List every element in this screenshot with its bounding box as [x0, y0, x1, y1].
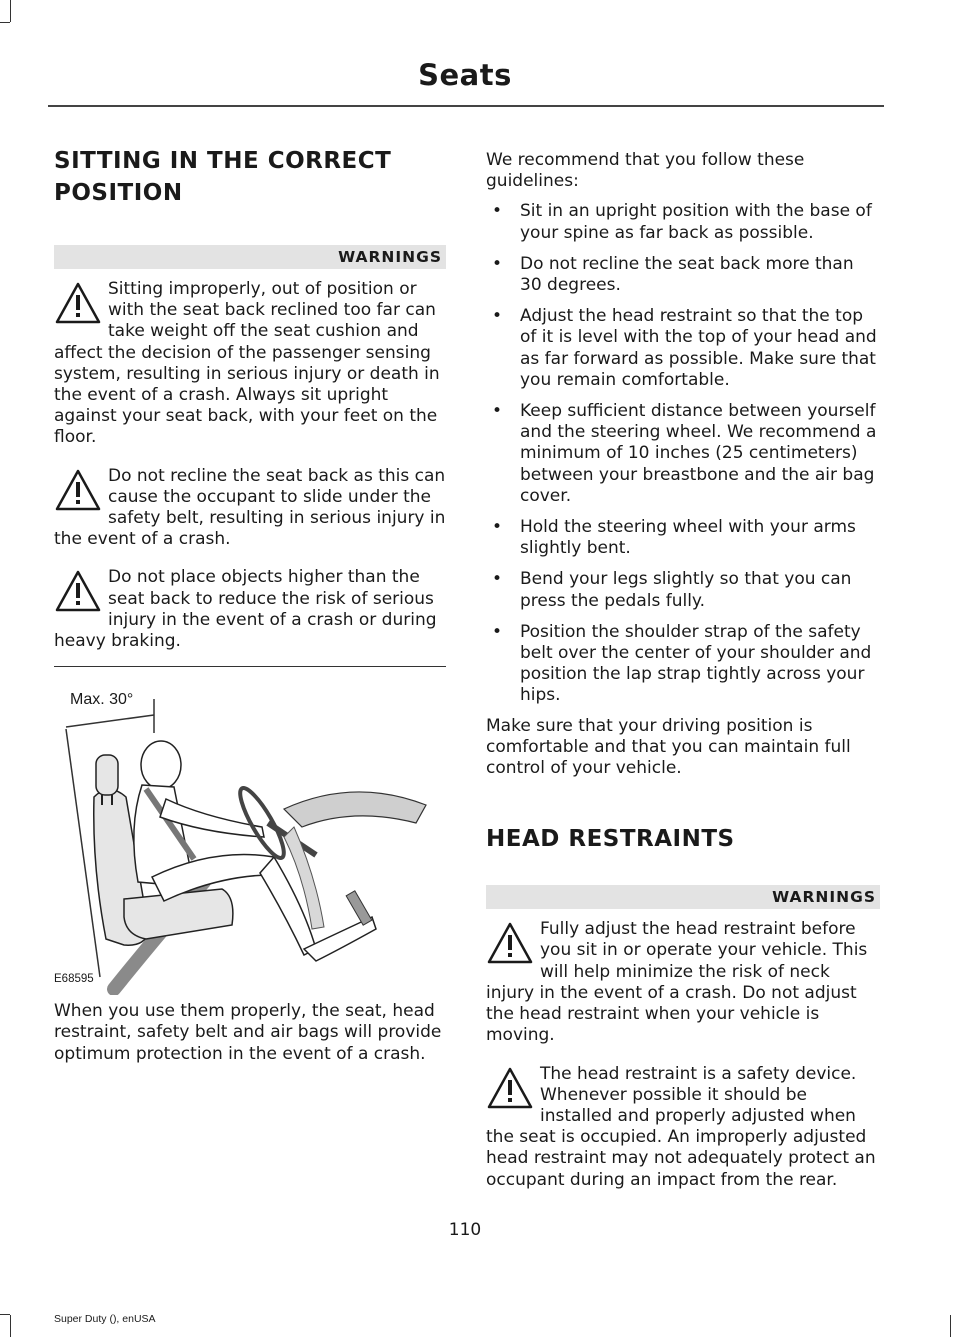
warnings-bar: WARNINGS — [54, 245, 446, 269]
guidelines-intro: We recommend that you follow these guidelines: — [486, 150, 805, 192]
warning-item: Do not recline the seat back as this can cause the occupant to slide under the safety belt, resulting in serious injury in the event of a crash. — [54, 465, 446, 550]
warning-triangle-icon — [486, 921, 534, 965]
warning-triangle-icon — [486, 1066, 534, 1110]
warnings-bar: WARNINGS — [486, 885, 880, 909]
footer-text: Super Duty (), enUSA — [54, 1313, 156, 1325]
warning-item: Do not place objects higher than the seat back to reduce the risk of serious injury in the event of a crash or during heavy braking. — [54, 567, 437, 652]
warning-triangle-icon — [54, 569, 102, 613]
section-heading: HEAD RESTRAINTS — [486, 826, 735, 853]
crop-mark — [10, 1315, 11, 1337]
warning-triangle-icon — [54, 281, 102, 325]
page-title: Seats — [418, 58, 512, 92]
paragraph: When you use them properly, the seat, head restraint, safety belt and air bags will provide optimum protection in the event of a crash. — [54, 1001, 442, 1064]
guidelines-list — [486, 201, 880, 706]
list-item: • Position the shoulder strap of the safety belt over the center of your shoulder and position the lap strap tightly across your hips. — [486, 622, 880, 707]
crop-mark — [0, 1314, 10, 1315]
seated-driver-illustration — [54, 677, 446, 995]
list-item: • Bend your legs slightly so that you can press the pedals fully. — [486, 569, 880, 611]
left-column — [54, 145, 446, 1065]
header-rule — [48, 105, 884, 107]
list-item: • Hold the steering wheel with your arms slightly bent. — [486, 517, 880, 559]
warning-item: Fully adjust the head restraint before you sit in or operate your vehicle. This will help minimize the risk of neck injury in the event of a crash. Do not adjust the head restraint when your vehicle is moving. — [486, 919, 868, 1046]
warnings-end-rule — [54, 666, 446, 667]
list-item: • Keep sufficient distance between yourself and the steering wheel. We recommend a minimum of 10 inches (25 centimeters) between your breastbone and the air bag cover. — [486, 401, 880, 507]
list-item: • Adjust the head restraint so that the top of it is level with the top of your head and as far forward as possible. Make sure that you remain comfortable. — [486, 306, 880, 391]
figure-code: E68595 — [54, 973, 94, 986]
list-item: • Do not recline the seat back more than 30 degrees. — [486, 254, 880, 296]
page-number: 110 — [448, 1220, 482, 1240]
list-item: • Sit in an upright position with the base of your spine as far back as possible. — [486, 201, 880, 243]
seating-position-figure — [54, 677, 446, 995]
warning-item: The head restraint is a safety device. Whenever possible it should be installed and properly adjusted when the seat is occupied. An improperly adjusted head restraint may not adequately protect an occupant during an impact from the rear. — [486, 1063, 876, 1190]
section-heading: SITTING IN THE CORRECT POSITION — [54, 148, 392, 206]
warning-triangle-icon — [54, 468, 102, 512]
crop-mark — [950, 1315, 951, 1337]
paragraph: Make sure that your driving position is comfortable and that you can maintain full control of your vehicle. — [486, 715, 851, 779]
angle-label: Max. 30° — [70, 691, 134, 709]
crop-mark — [0, 22, 10, 23]
warning-item: Sitting improperly, out of position or with the seat back reclined too far can take weight off the seat cushion and affect the decision of the passenger sensing system, resulting in serious injury or death in the event of a crash. Always sit upright against your seat back, with your feet on the floor. — [54, 279, 440, 448]
right-column — [486, 150, 880, 1191]
crop-mark — [10, 0, 11, 22]
